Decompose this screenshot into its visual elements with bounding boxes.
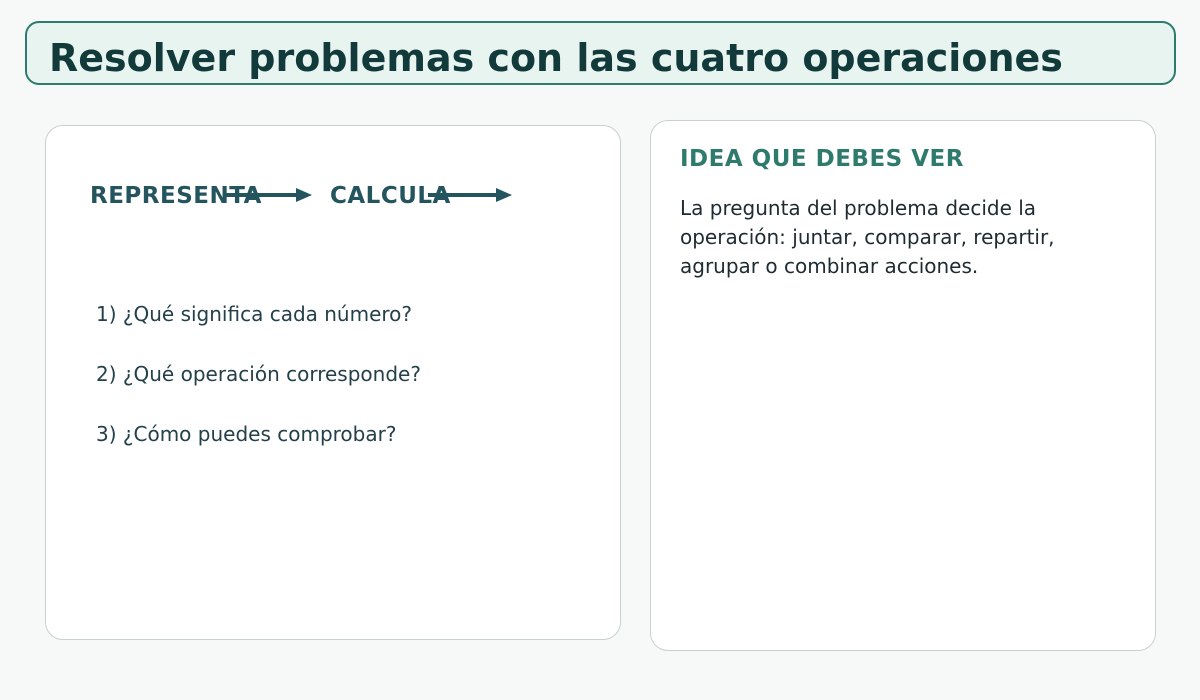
idea-card: [650, 120, 1156, 651]
question-item-2: 2) ¿Qué operación corresponde?: [96, 362, 421, 386]
question-item-3: 3) ¿Cómo puedes comprobar?: [96, 422, 397, 446]
flow-arrows: [46, 126, 622, 246]
process-card: [45, 125, 621, 640]
question-item-1: 1) ¿Qué significa cada número?: [96, 302, 413, 326]
process-flow: [46, 126, 622, 246]
flow-arrow-1: [224, 188, 312, 202]
flow-step-represent: REPRESENTA: [90, 183, 262, 209]
flow-step-calculate: CALCULA: [330, 183, 451, 209]
question-list: [96, 296, 421, 476]
idea-text: La pregunta del problema decide la operación: juntar, comparar, repartir, agrupar o combinar acciones.: [680, 196, 1055, 278]
flow-arrow-2: [428, 188, 512, 202]
idea-heading: IDEA QUE DEBES VER: [680, 146, 964, 172]
page-title: Resolver problemas con las cuatro operaciones: [49, 36, 1063, 80]
title-banner: [25, 21, 1176, 85]
